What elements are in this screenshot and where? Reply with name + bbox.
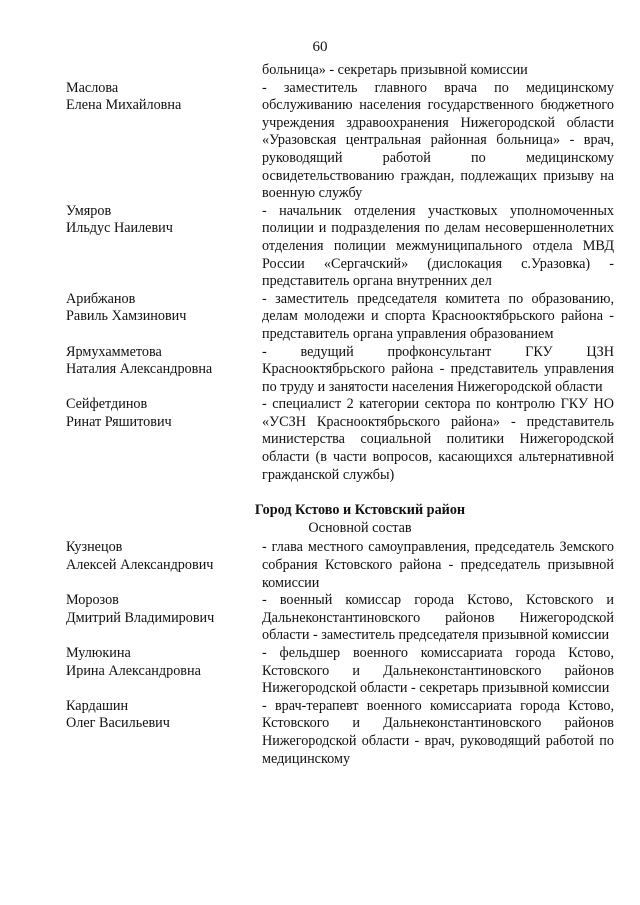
member-given-name: Ирина Александровна — [66, 662, 201, 679]
member-role: - специалист 2 категории сектора по контролю ГКУ НО «УСЗН Краснооктябрьского района» - представитель министерства социальной политики Нижегородской области (в части вопросов, касающихся альтернативной гражданской службы) — [262, 396, 614, 483]
member-name — [66, 539, 262, 592]
member-role: - заместитель председателя комитета по образованию, делам молодежи и спорта Краснооктябрьского района - представитель органа управления образованием — [262, 290, 614, 342]
member-given-name: Дмитрий Владимирович — [66, 609, 215, 626]
member-entry — [66, 291, 614, 344]
member-given-name: Елена Михайловна — [66, 97, 182, 114]
member-surname: Мулюкина — [66, 645, 131, 661]
member-entry — [66, 203, 614, 291]
member-name — [66, 291, 262, 344]
member-name — [66, 344, 262, 397]
member-surname: Маслова — [66, 79, 119, 96]
member-name — [66, 592, 262, 645]
member-given-name: Равиль Хамзинович — [66, 308, 187, 325]
member-list-a — [66, 80, 614, 485]
member-entry — [66, 539, 614, 592]
document-body — [66, 62, 614, 768]
member-surname: Морозов — [66, 592, 119, 609]
page-number: 60 — [312, 39, 328, 55]
member-name — [66, 80, 262, 203]
member-role: - фельдшер военного комиссариата города Кстово, Кстовского и Дальнеконстантиновского районов Нижегородской области - секретарь призывной комиссии — [262, 645, 614, 697]
member-role: - начальник отделения участковых уполномоченных полиции и подразделения по делам несовершеннолетних отделения полиции межмуниципального отдела МВД России «Сергачский» (дислокация с.Уразовка) - представитель органа внутренних дел — [262, 202, 614, 290]
member-surname: Кардашин — [66, 697, 129, 714]
section-subtitle: Основной состав — [308, 519, 412, 536]
member-entry — [66, 698, 614, 768]
member-surname: Ярмухамметова — [66, 343, 162, 360]
continuation-text: больница» - секретарь призывной комиссии — [262, 62, 528, 78]
member-name — [66, 645, 262, 698]
member-surname: Умяров — [66, 202, 112, 219]
member-entry — [66, 396, 614, 484]
member-name — [66, 203, 262, 291]
member-list-b — [66, 539, 614, 768]
member-given-name: Олег Васильевич — [66, 715, 170, 732]
member-role: - врач-терапевт военного комиссариата города Кстово, Кстовского и Дальнеконстантиновского районов Нижегородской области - врач, руководящий работой по медицинскому — [262, 697, 614, 767]
member-role: - ведущий профконсультант ГКУ ЦЗН Краснооктябрьского района - представитель управления по труду и занятости населения Нижегородской области — [262, 343, 614, 395]
member-entry — [66, 592, 614, 645]
member-surname: Арибжанов — [66, 290, 136, 307]
member-role: - заместитель главного врача по медицинскому обслуживанию населения государственного бюджетного учреждения здравоохранения Нижегородской области «Уразовская центральная районная больница» - врач, руководящий работой по медицинскому освидетельствованию граждан, подлежащих призыву на военную службу — [262, 79, 614, 202]
member-given-name: Алексей Александрович — [66, 557, 214, 574]
member-name — [66, 396, 262, 484]
member-given-name: Наталия Александровна — [66, 361, 213, 378]
member-surname: Кузнецов — [66, 539, 123, 556]
member-entry — [66, 344, 614, 397]
member-role: - военный комиссар города Кстово, Кстовского и Дальнеконстантиновского районов Нижегородской области - заместитель председателя призывной комиссии — [262, 592, 614, 644]
member-entry — [66, 645, 614, 698]
member-name — [66, 698, 262, 768]
member-given-name: Ильдус Наилевич — [66, 220, 173, 237]
member-surname: Сейфетдинов — [66, 396, 148, 413]
member-given-name: Ринат Ряшитович — [66, 413, 172, 430]
section-title: Город Кстово и Кстовский район — [254, 502, 466, 519]
member-role: - глава местного самоуправления, председатель Земского собрания Кстовского района - председатель призывной комиссии — [262, 539, 614, 591]
member-entry — [66, 80, 614, 203]
